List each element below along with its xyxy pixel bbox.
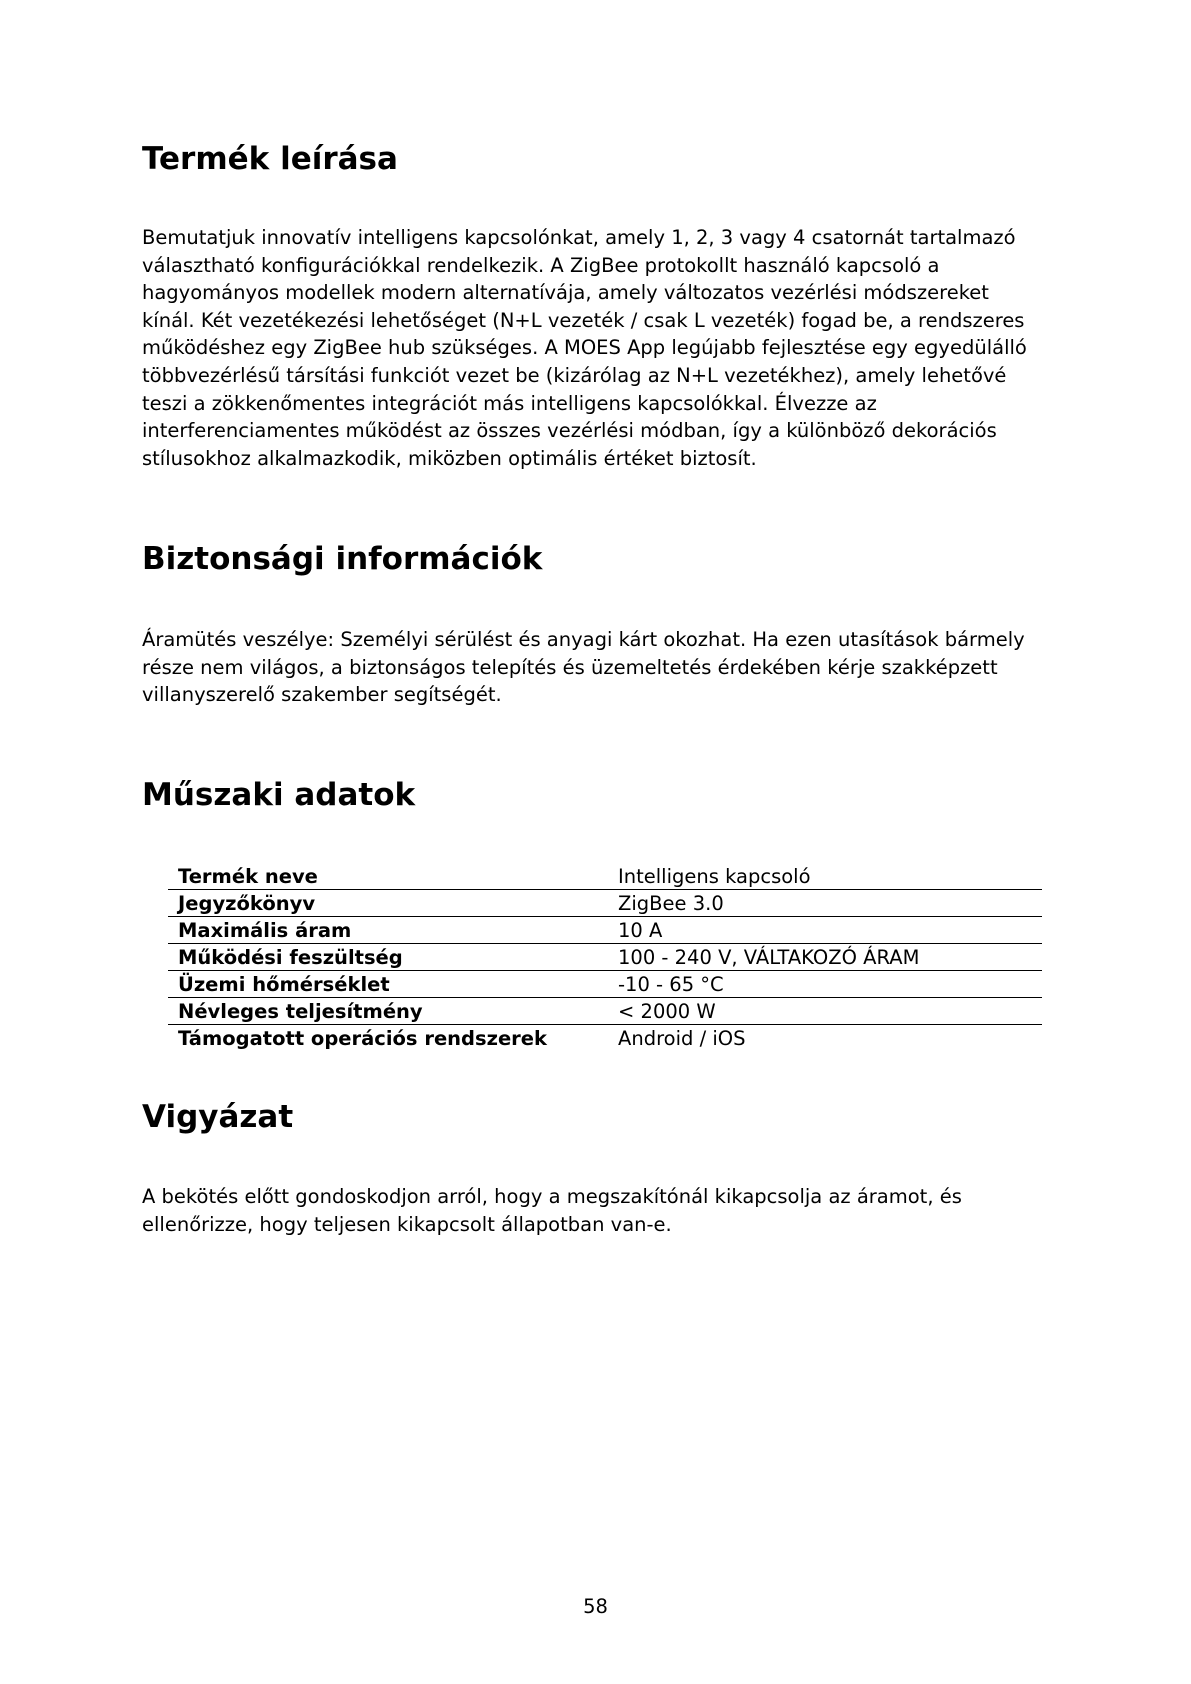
table-row (168, 917, 1042, 944)
spec-value: 100 - 240 V, VÁLTAKOZÓ ÁRAM (608, 944, 1042, 971)
table-row (168, 863, 1042, 890)
product-description-paragraph (142, 224, 1062, 472)
spec-value: < 2000 W (608, 998, 1042, 1025)
paragraph-line: Bemutatjuk innovatív intelligens kapcsolónkat, amely 1, 2, 3 vagy 4 csatornát tartalmazó (142, 226, 1016, 249)
spec-label: Jegyzőkönyv (168, 890, 608, 917)
spec-value: Intelligens kapcsoló (608, 863, 1042, 890)
safety-information-paragraph (142, 626, 1062, 709)
page-number: 58 (583, 1595, 608, 1618)
paragraph-line: stílusokhoz alkalmazkodik, miközben optimális értéket biztosít. (142, 446, 757, 470)
spec-label: Működési feszültség (168, 944, 608, 971)
paragraph-line: teszi a zökkenőmentes integrációt más intelligens kapcsolókkal. Élvezze az (142, 391, 877, 415)
paragraph-line: része nem világos, a biztonságos telepítés és üzemeltetés érdekében kérje szakképzett (142, 655, 998, 679)
spec-value: 10 A (608, 917, 1042, 944)
technical-data-table (168, 863, 1042, 1051)
spec-value: -10 - 65 °C (608, 971, 1042, 998)
table-row (168, 1025, 1042, 1052)
technical-data-heading: Műszaki adatok (142, 777, 416, 813)
paragraph-line: többvezérlésű társítási funkciót vezet be (kizárólag az N+L vezetékhez), amely lehetővé (142, 363, 1007, 387)
table-row (168, 971, 1042, 998)
paragraph-line: választható konfigurációkkal rendelkezik. A ZigBee protokollt használó kapcsoló a (142, 253, 940, 277)
paragraph-line: A bekötés előtt gondoskodjon arról, hogy a megszakítónál kikapcsolja az áramot, és (142, 1185, 962, 1208)
safety-information-heading: Biztonsági információk (142, 541, 543, 577)
product-description-heading: Termék leírása (142, 141, 398, 177)
spec-label: Termék neve (168, 863, 608, 890)
caution-paragraph (142, 1183, 1062, 1238)
table-row (168, 944, 1042, 971)
caution-heading: Vigyázat (142, 1099, 294, 1135)
table-row (168, 998, 1042, 1025)
paragraph-line: hagyományos modellek modern alternatívája, amely változatos vezérlési módszereket (142, 281, 989, 305)
paragraph-line: interferenciamentes működést az összes vezérlési módban, így a különböző dekorációs (142, 419, 997, 443)
table-row (168, 890, 1042, 917)
spec-value: Android / iOS (618, 1027, 746, 1050)
paragraph-line: ellenőrizze, hogy teljesen kikapcsolt állapotban van-e. (142, 1212, 672, 1236)
spec-label: Támogatott operációs rendszerek (178, 1027, 547, 1050)
paragraph-line: kínál. Két vezetékezési lehetőséget (N+L vezeték / csak L vezeték) fogad be, a rendszeres (142, 308, 1025, 332)
paragraph-line: Áramütés veszélye: Személyi sérülést és anyagi kárt okozhat. Ha ezen utasítások bármely (142, 628, 1025, 651)
spec-label: Névleges teljesítmény (168, 998, 608, 1025)
spec-label: Maximális áram (168, 917, 608, 944)
spec-value: ZigBee 3.0 (608, 890, 1042, 917)
paragraph-line: működéshez egy ZigBee hub szükséges. A MOES App legújabb fejlesztése egy egyedülálló (142, 336, 1027, 360)
spec-label: Üzemi hőmérséklet (168, 971, 608, 998)
paragraph-line: villanyszerelő szakember segítségét. (142, 683, 502, 707)
